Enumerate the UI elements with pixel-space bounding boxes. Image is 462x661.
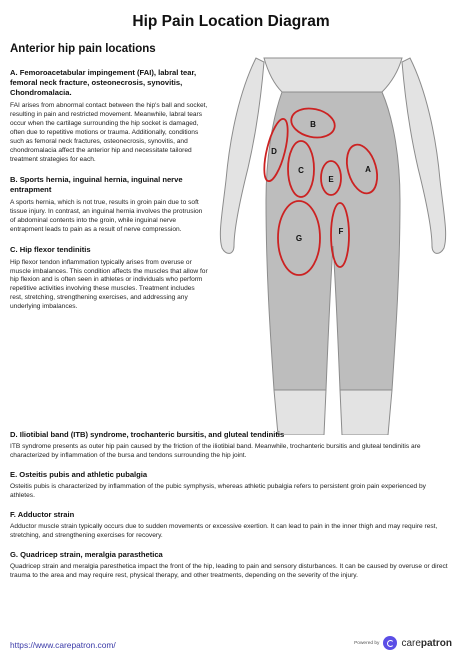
- marker-c-label: C: [298, 166, 304, 175]
- left-arm-shape: [220, 58, 264, 253]
- section-f-body: Adductor muscle strain typically occurs due to sudden movements or excessive exertion. It can lead to pain in the inner thigh and may require rest, stretching, and strengthening exercises for recovery.: [10, 522, 438, 539]
- marker-a-label: A: [365, 165, 371, 174]
- brand-name-light: care: [401, 637, 421, 649]
- section-g-body: Quadricep strain and meralgia paresthetica impact the front of the hip, leading to pain and sensory disturbances. It can be caused by overuse or direct trauma to the area and may require rest, physical therapy, and other treatments, depending on the severity of the injury.: [10, 562, 448, 579]
- right-leg-shape: [340, 390, 392, 435]
- brand-name-bold: patron: [420, 637, 452, 649]
- section-c-heading: C. Hip flexor tendinitis: [10, 244, 91, 254]
- brand-name: [401, 638, 452, 649]
- footer-url-link[interactable]: https://www.carepatron.com/: [10, 640, 116, 650]
- section-subtitle: Anterior hip pain locations: [10, 43, 156, 55]
- section-a-heading: A. Femoroacetabular impingement (FAI), labral tear, femoral neck fracture, osteonecrosis, synovitis, Chondromalacia.: [10, 68, 197, 98]
- section-g-heading: G. Quadricep strain, meralgia parasthetica: [10, 549, 163, 559]
- footer-brand[interactable]: [354, 636, 452, 650]
- section-a-body: FAI arises from abnormal contact between the hip's ball and socket, resulting in pain and restricted movement. Meanwhile, labral tears occur when the cartilage surrounding the hip socket is damaged, often due to repetitive motions or trauma. Additionally, conditions such as femoral neck fractures, osteonecrosis, synovitis, and chondromalacia affect the anterior hip and necessitate tailored treatment strategies for each.: [10, 102, 208, 163]
- powered-by-text: Powered by: [354, 640, 380, 646]
- hip-diagram: [212, 50, 457, 435]
- section-d-heading: D. Iliotibial band (ITB) syndrome, trochanteric bursitis, and gluteal tendinitis: [10, 430, 285, 439]
- carepatron-logo-icon: [383, 636, 397, 650]
- full-width-column: [10, 430, 450, 590]
- marker-d-label: D: [271, 147, 277, 156]
- section-c-body: Hip flexor tendon inflammation typically arises from overuse or muscle imbalances. This condition affects the muscles that allow for hip flexion and is often seen in athletes or individuals who perform repetitive activities involving these muscles. Treatment includes rest, stretching, strengthening exercises, and addressing any underlying imbalances.: [10, 258, 208, 311]
- marker-e-label: E: [328, 175, 334, 184]
- marker-g-label: G: [295, 234, 303, 243]
- pelvis-shape: [266, 92, 400, 390]
- marker-f-label: F: [338, 227, 344, 236]
- page-title: Hip Pain Location Diagram: [132, 13, 330, 30]
- marker-b-label: B: [310, 120, 316, 129]
- section-b-body: A sports hernia, which is not true, results in groin pain due to soft tissue injury. In contrast, an inguinal hernia involves the protrusion of abdominal contents into the groin, while inguinal nerve entrapment leads to pain as a result of nerve compression.: [10, 198, 203, 233]
- section-e-heading: E. Osteitis pubis and athletic pubalgia: [10, 469, 148, 479]
- torso-shape: [264, 58, 402, 92]
- section-f-heading: F. Adductor strain: [10, 509, 75, 519]
- right-arm-shape: [402, 58, 446, 253]
- section-d-body: ITB syndrome presents as outer hip pain caused by the friction of the iliotibial band. Meanwhile, trochanteric bursitis and gluteal tendinitis are characterized by inflammation of the bursa and tendons surrounding the hip joint.: [10, 443, 421, 459]
- section-b-heading: B. Sports hernia, inguinal hernia, inguinal nerve entrapment: [10, 174, 183, 194]
- left-column: [10, 68, 208, 322]
- section-e-body: Osteitis pubis is characterized by inflammation of the pubic symphysis, whereas athletic pubalgia refers to persistent groin pain experienced by athletes.: [10, 482, 426, 499]
- hip-diagram-svg: [212, 50, 457, 435]
- left-leg-shape: [274, 390, 326, 435]
